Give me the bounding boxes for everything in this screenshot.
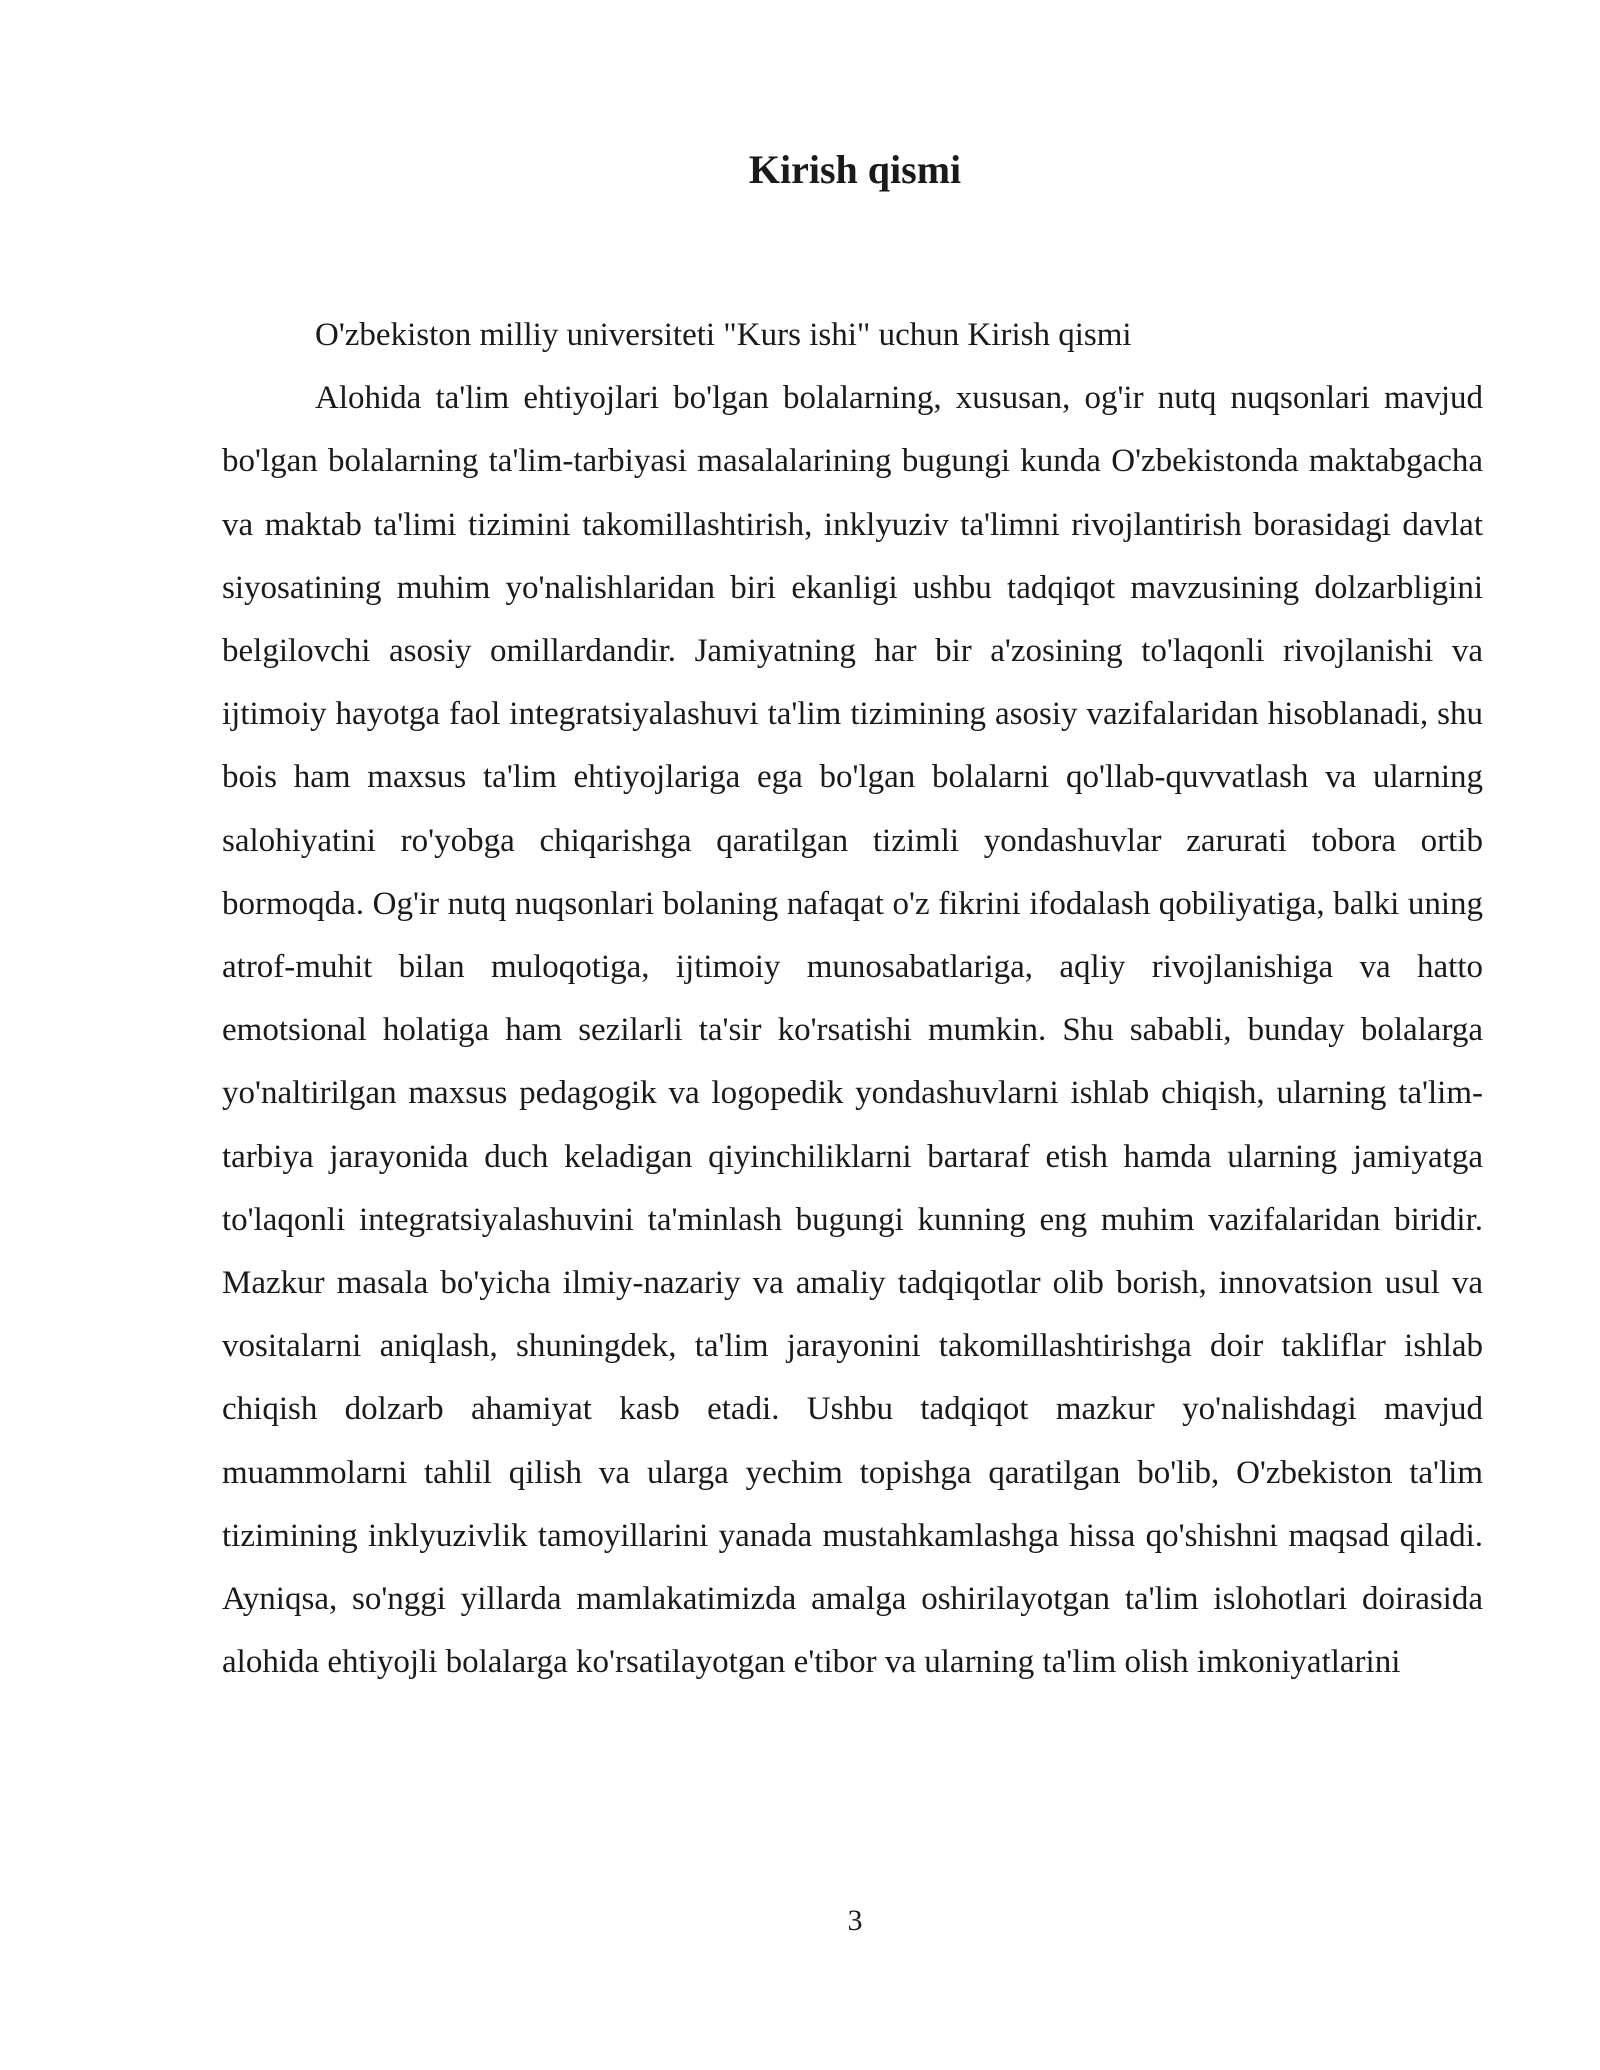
page-number: 3 <box>847 1904 863 1937</box>
paragraph-intro: O'zbekiston milliy universiteti "Kurs ishi" uchun Kirish qismi <box>315 317 1132 353</box>
body-text <box>222 304 1483 1694</box>
paragraph-main: Alohida ta'lim ehtiyojlari bo'lgan bolalarning, xususan, og'ir nutq nuqsonlari mavjud bo'lgan bolalarning ta'lim-tarbiyasi masalalarining bugungi kunda O'zbekistonda maktabgacha va maktab ta'limi tizimini takomillashtirish, inklyuziv ta'limni rivojlantirish borasidagi davlat siyosatining muhim yo'nalishlaridan biri ekanligi ushbu tadqiqot mavzusining dolzarbligini belgilovchi asosiy omillardandir. Jamiyatning har bir a'zosining to'laqonli rivojlanishi va ijtimoiy hayotga faol integratsiyalashuvi ta'lim tizimining asosiy vazifalaridan hisoblanadi, shu bois ham maxsus ta'lim ehtiyojlariga ega bo'lgan bolalarni qo'llab-quvvatlash va ularning salohiyatini ro'yobga chiqarishga qaratilgan tizimli yondashuvlar zarurati tobora ortib bormoqda. Og'ir nutq nuqsonlari bolaning nafaqat o'z fikrini ifodalash qobiliyatiga, balki uning atrof-muhit bilan muloqotiga, ijtimoiy munosabatlariga, aqliy rivojlanishiga va hatto emotsional holatiga ham sezilarli ta'sir ko'rsatishi mumkin. Shu sababli, bunday bolalarga yo'naltirilgan maxsus pedagogik va logopedik yondashuvlarni ishlab chiqish, ularning ta'lim-tarbiya jarayonida duch keladigan qiyinchiliklarni bartaraf etish hamda ularning jamiyatga to'laqonli integratsiyalashuvini ta'minlash bugungi kunning eng muhim vazifalaridan biridir. Mazkur masala bo'yicha ilmiy-nazariy va amaliy tadqiqotlar olib borish, innovatsion usul va vositalarni aniqlash, shuningdek, ta'lim jarayonini takomillashtirishga doir takliflar ishlab chiqish dolzarb ahamiyat kasb etadi. Ushbu tadqiqot mazkur yo'nalishdagi mavjud muammolarni tahlil qilish va ularga yechim topishga qaratilgan bo'lib, O'zbekiston ta'lim tizimining inklyuzivlik tamoyillarini yanada mustahkamlashga hissa qo'shishni maqsad qiladi. Ayniqsa, so'nggi yillarda mamlakatimizda amalga oshirilayotgan ta'lim islohotlari doirasida alohida ehtiyojli bolalarga ko'rsatilayotgan e'tibor va ularning ta'lim olish imkoniyatlarini <box>222 380 1483 1681</box>
page-title: Kirish qismi <box>748 147 962 192</box>
